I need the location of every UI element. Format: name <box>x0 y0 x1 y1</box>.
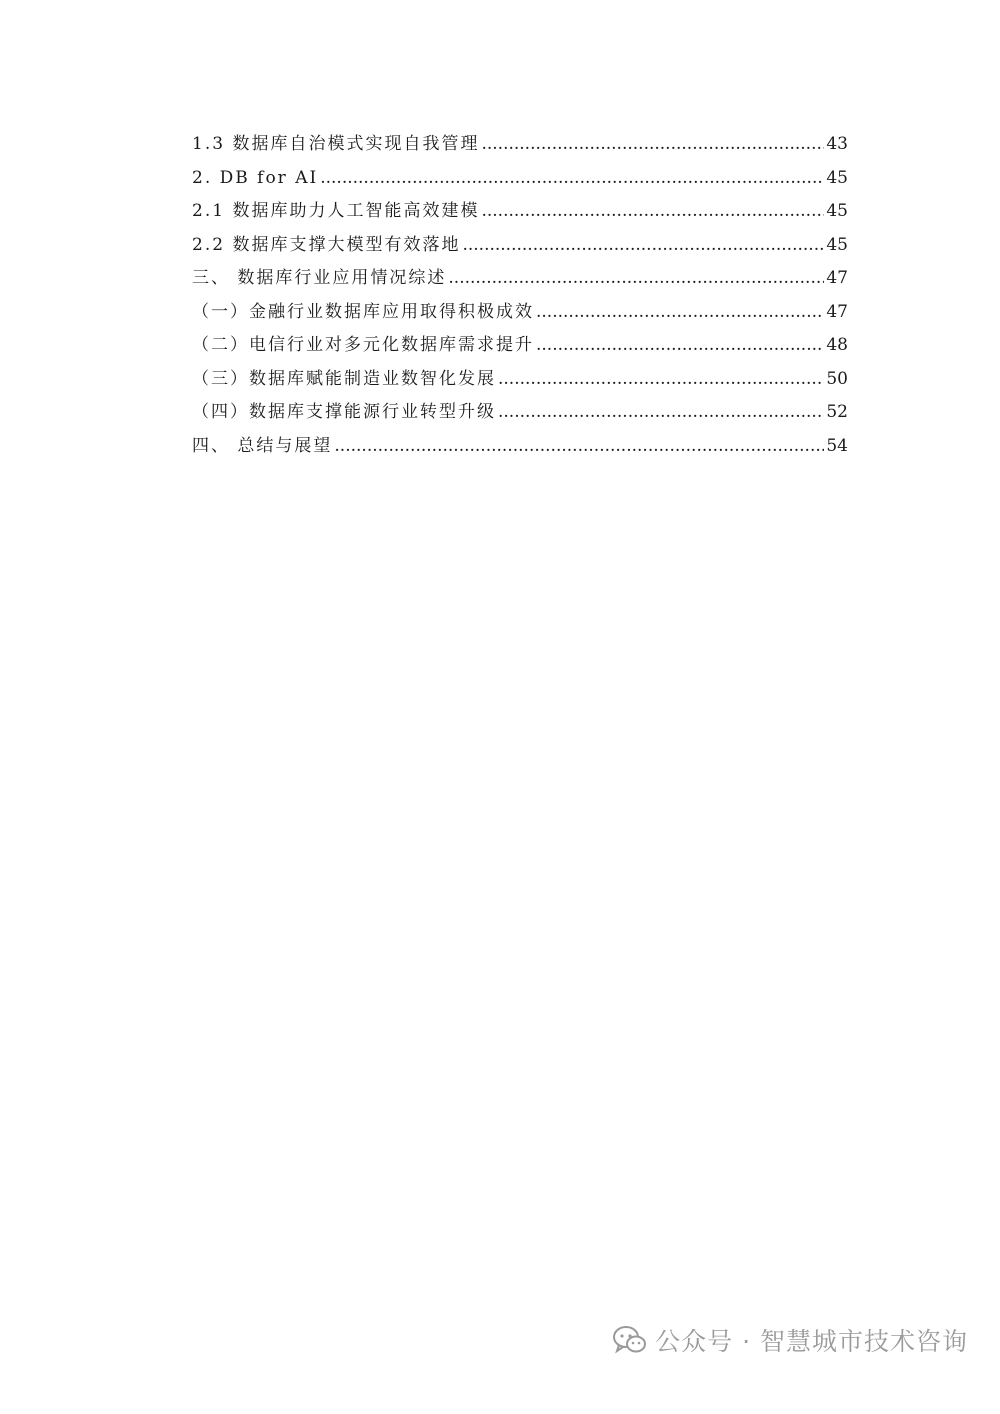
toc-dot-leader <box>536 296 824 330</box>
toc-dot-leader <box>481 195 824 229</box>
toc-dot-leader <box>334 430 824 464</box>
toc-entry-3-3[interactable] <box>192 363 848 397</box>
toc-dot-leader <box>536 329 824 363</box>
toc-entry-section-4[interactable] <box>192 430 848 464</box>
toc-entry-1-3[interactable] <box>192 128 848 162</box>
toc-entry-title: 2. DB for AI <box>192 167 319 188</box>
toc-page-number: 43 <box>826 134 848 154</box>
toc-page-number: 45 <box>826 234 848 255</box>
toc-entry-2-1[interactable] <box>192 195 848 229</box>
toc-entry-title: 三、 数据库行业应用情况综述 <box>192 268 447 288</box>
toc-page-number: 47 <box>826 268 848 288</box>
table-of-contents <box>192 128 848 463</box>
toc-page-number: 54 <box>826 435 848 456</box>
toc-dot-leader <box>498 363 824 397</box>
wechat-icon <box>613 1325 647 1355</box>
toc-dot-leader <box>481 128 824 162</box>
toc-dot-leader <box>320 162 824 196</box>
toc-page-number: 52 <box>826 402 848 422</box>
toc-entry-title: 1.3 数据库自治模式实现自我管理 <box>192 134 480 154</box>
toc-dot-leader <box>498 396 824 430</box>
toc-entry-title: 2.2 数据库支撑大模型有效落地 <box>192 234 461 255</box>
toc-entry-section-3[interactable] <box>192 262 848 296</box>
toc-entry-title: 2.1 数据库助力人工智能高效建模 <box>192 201 480 221</box>
toc-page-number: 50 <box>826 368 848 389</box>
toc-entry-3-2[interactable] <box>192 329 848 363</box>
toc-entry-2-2[interactable] <box>192 229 848 263</box>
toc-entry-title: 四、 总结与展望 <box>192 435 333 456</box>
toc-page-number: 45 <box>826 201 848 221</box>
toc-page-number: 48 <box>826 335 848 355</box>
toc-entry-2[interactable] <box>192 162 848 196</box>
toc-entry-3-4[interactable] <box>192 396 848 430</box>
toc-entry-title: （三）数据库赋能制造业数智化发展 <box>192 368 496 389</box>
toc-entry-title: （二）电信行业对多元化数据库需求提升 <box>192 335 534 355</box>
toc-dot-leader <box>462 229 824 263</box>
toc-entry-title: （四）数据库支撑能源行业转型升级 <box>192 402 496 422</box>
toc-page-number: 47 <box>826 301 848 322</box>
toc-page-number: 45 <box>826 167 848 188</box>
toc-dot-leader <box>448 262 824 296</box>
toc-entry-title: （一）金融行业数据库应用取得积极成效 <box>192 301 534 322</box>
watermark-text: 公众号 · 智慧城市技术咨询 <box>655 1327 968 1356</box>
toc-entry-3-1[interactable] <box>192 296 848 330</box>
wechat-watermark <box>613 1322 968 1358</box>
